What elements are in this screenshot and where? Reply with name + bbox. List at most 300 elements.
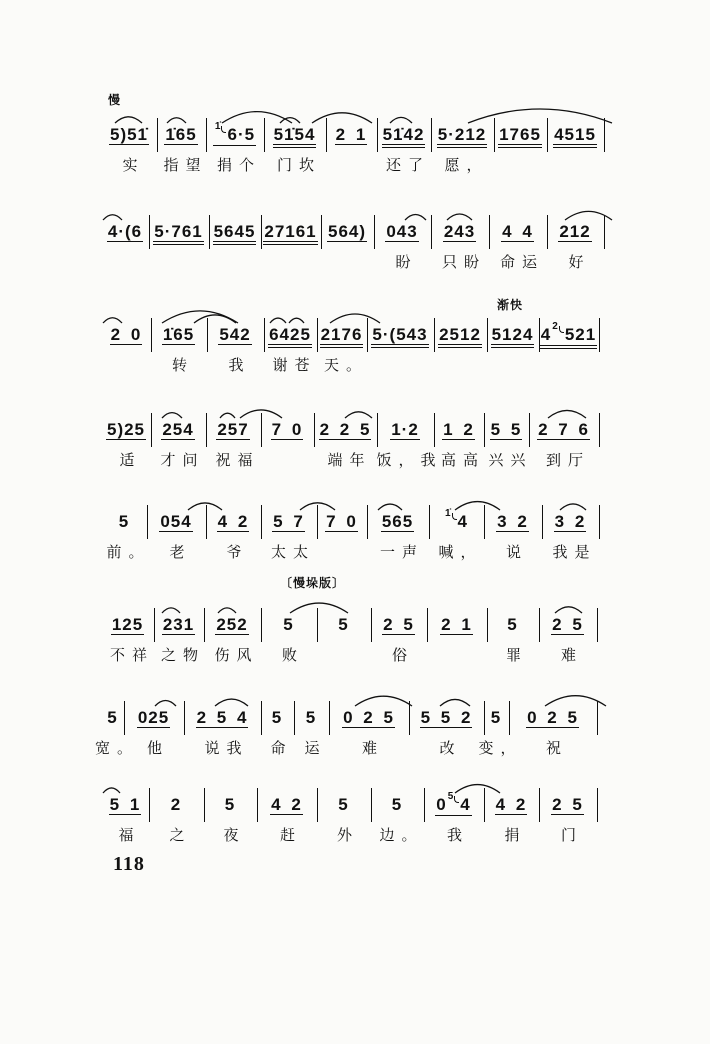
note-group [526,709,579,728]
measure-notes-lead: 4 [540,325,552,344]
measure [432,215,490,271]
measure-notes: 5 [391,795,403,814]
lyric-text: 还了 [385,156,430,174]
measure [485,788,540,844]
measure-notes: 2512 [439,325,481,344]
measure [262,215,322,249]
measure-notes-row [142,513,210,532]
note-group [335,126,368,145]
measure [543,505,600,561]
measure [155,608,205,664]
measure-notes: 5)51̇ [109,125,149,144]
lyric-text: 赶 [279,826,302,844]
note-group [390,421,420,440]
measure-notes: 4 2 [495,795,527,814]
measure [375,215,432,271]
lyric-text: 伤风 [214,646,259,664]
measure [262,608,318,664]
note-group [337,616,349,634]
note-group [506,616,518,634]
measure [125,701,185,757]
measure [410,701,485,757]
lyric-text: 只盼 [441,253,486,271]
measure-notes: 4 [457,512,469,531]
lyric-text: 适 [119,451,142,469]
measure [378,118,432,174]
lyric-text: 愿， [444,156,489,174]
measure-notes: 51̇54 [273,125,316,144]
music-system [0,608,710,672]
measure-notes-row [542,126,608,148]
lyric-text: 之物 [160,646,205,664]
measure-notes: 5124 [491,325,534,344]
lyric-text: 我是 [552,543,597,561]
measure [150,788,205,844]
note-group [391,796,403,814]
note-group [271,421,304,440]
measure-notes-row [179,709,265,728]
note-group [271,709,283,727]
lyric-text: 改 [439,739,462,757]
measure [322,215,375,249]
note-group [320,326,364,348]
measure-notes-row [504,709,601,728]
measure [207,118,265,174]
music-system [0,788,710,852]
lyric-text: 边。 [379,826,424,844]
note-group [540,321,597,349]
measure [318,318,368,374]
note-group [213,223,257,245]
measure-notes: 5 [283,615,294,634]
measure [530,413,600,469]
note-group [381,513,414,532]
note-group [213,121,256,146]
measure-notes: 5·761 [154,222,203,241]
measure [435,413,485,469]
measure-notes: 043 [386,222,418,241]
measure-notes-row [534,616,601,635]
lyric-text: 祝福 [215,451,260,469]
lyric-text: 兴兴 [488,451,533,469]
measure-notes: 5 [507,615,518,634]
page-number: 118 [113,853,145,875]
measure-notes: 4 4 [502,222,533,241]
measure [208,318,265,374]
measure-notes: 243 [443,222,476,241]
lyric-text: 到厅 [545,451,590,469]
measure-notes-row [426,126,498,148]
lyric-text: 俗 [391,646,414,664]
measure [488,318,540,352]
measure [258,788,318,844]
measure-notes: 5 7 [273,512,304,531]
lyric-text: 运 [304,739,327,757]
lyric-text: 指望 [163,156,208,174]
measure-notes: 1765 [499,125,541,144]
measure-notes-row [542,223,608,242]
note-group [137,709,170,728]
measure-notes: 5 1 [109,795,141,814]
lyric-text: 变， [478,739,523,757]
measure-notes-row [479,513,546,532]
note-group [327,223,367,242]
measure-notes: 7 0 [326,512,357,531]
measure [495,118,548,152]
lyric-text: 命 [270,739,293,757]
measure-notes: 0 2 5 [343,708,394,727]
measure-notes: 51̇42 [382,125,425,144]
measure [372,608,428,664]
measure [428,608,488,642]
note-group [118,513,130,531]
measure-notes: 5·(543 [372,325,428,344]
measure-notes-row [419,791,488,816]
note-group [268,326,312,348]
tempo-mark-slow: 慢 [108,93,121,107]
note-group [371,326,428,348]
grace-note: 1̇ [215,122,227,133]
measure-notes: 2 1 [441,615,472,634]
measure-notes: 6·5 [227,125,256,144]
lyric-text: 罪 [505,646,528,664]
lyric-text: 不祥 [109,646,154,664]
note-group [440,616,473,635]
measure-notes: 2 5 4 [196,708,248,727]
measure [150,215,210,249]
measure-notes: 1·2 [391,420,419,439]
measure-notes: 252 [216,615,248,634]
note-group [551,796,584,815]
measure-notes: 5 [338,615,349,634]
lyric-text: 命运 [499,253,544,271]
measure-notes-row [259,126,330,148]
measure-notes: 5 [338,795,349,814]
measure-notes: 27161 [264,222,317,241]
measure [103,413,152,469]
lyric-text: 我 [446,826,469,844]
measure [376,413,443,469]
measure-notes: 257 [217,420,249,439]
measure-notes-row [309,421,381,440]
lyric-text: 饭，我 [376,451,443,469]
note-group [164,126,197,145]
measure-notes-row [422,616,491,635]
measure [207,413,262,469]
lyric-text: 一声 [379,543,424,561]
measure-notes: 1̇65 [162,325,195,344]
measure-notes: 5 [305,708,317,727]
lyric-text: 实 [122,156,145,174]
measure-notes: 2 0 [110,325,142,344]
measure [152,318,208,374]
measure-notes: 2 1 [335,125,367,144]
measure [103,608,155,664]
note-group [215,616,248,635]
measure-notes: 1̇65 [165,125,197,144]
lyric-text: 说 [505,543,528,561]
grace-note: 1̇ [445,509,457,520]
measure-notes-row [426,223,493,242]
lyric-text: 我 [228,356,251,374]
note-group [382,126,426,148]
measure-notes: 2 2 5 [319,420,371,439]
note-group [435,791,472,816]
note-group [490,421,523,440]
measure-notes-row [144,223,213,245]
measure [205,788,258,844]
measure [548,215,605,271]
note-group [217,513,250,532]
note-group [498,126,542,148]
measure-notes: 4515 [554,125,596,144]
measure-notes: 0 2 5 [527,708,578,727]
measure-notes: 4·(6 [107,222,143,241]
measure-notes-row [534,321,603,349]
measure-notes: 4 [460,795,471,814]
note-group [161,421,194,440]
measure [368,318,435,352]
measure-notes-row [537,513,603,532]
note-group [263,223,317,245]
music-system [0,318,710,382]
measure-notes: 7 0 [271,420,303,439]
measure-notes: 2 5 [552,795,583,814]
note-group [501,223,534,242]
measure [318,788,372,844]
note-group [437,126,487,148]
note-group [218,326,251,345]
note-group [342,709,395,728]
measure-notes-row [404,709,488,728]
measure-notes: 5 [118,512,130,531]
note-group [162,616,195,635]
note-group [442,421,475,440]
measure [327,118,378,152]
grace-note: 2 [552,322,564,333]
lyric-text: 盼 [395,253,418,271]
lyric-text: 败 [281,646,304,664]
note-group [443,223,476,242]
note-group [319,421,372,440]
music-system [0,215,710,279]
note-group [224,796,236,814]
measure [103,215,150,249]
note-group [109,126,149,145]
lyric-text: 他 [146,739,169,757]
measure [315,413,378,469]
measure-notes-lead: 0 [436,795,447,814]
lyric-text: 捐个 [216,156,261,174]
lyric-text: 高高 [440,451,485,469]
note-group [196,709,249,728]
note-group [216,421,249,440]
lyric-text: 难 [560,646,583,664]
note-group [106,421,146,440]
note-group [106,709,118,727]
note-group [420,709,473,728]
measure [265,318,318,374]
measure-notes: 212 [559,222,591,241]
measure-notes: 5 [224,795,236,814]
measure-notes-row [484,223,551,242]
measure-notes: 5 5 2 [420,708,472,727]
measure-notes: 2176 [320,325,363,344]
lyric-text: 门坎 [276,156,321,174]
measure [435,318,488,352]
measure [210,215,262,249]
measure-notes: 564) [327,222,367,241]
measure [158,118,208,174]
note-group [382,616,415,635]
lyric-text: 福 [118,826,141,844]
measure-notes-row [252,796,321,815]
lyric-text: 爷 [226,543,249,561]
measure-notes: 565 [381,512,414,531]
measure-notes: 2 5 [383,615,414,634]
note-group [272,513,305,532]
music-system [0,118,710,182]
note-group [270,796,303,815]
lyric-text: 捐 [504,826,527,844]
measure [103,118,158,174]
note-group [490,709,502,727]
measure-notes: 4 2 [217,512,249,531]
measure-notes: 254 [162,420,194,439]
measure-notes: 3 2 [497,512,528,531]
measure [510,701,598,757]
lyric-text: 祝 [545,739,568,757]
lyric-text: 之 [169,826,192,844]
music-system [0,505,710,569]
measure [432,118,495,174]
measure [318,608,372,642]
lyric-text: 老 [169,543,192,561]
measure [485,505,543,561]
note-group [107,223,143,242]
tempo-mark-accelerando: 渐快 [497,298,524,312]
music-system [0,413,710,477]
note-group [109,796,142,815]
measure [548,118,605,152]
measure-notes-row [256,223,325,245]
note-group [551,616,584,635]
note-group [159,513,192,532]
lyric-text: 太太 [270,543,315,561]
measure [540,318,600,352]
note-group [325,513,358,532]
measure [262,505,318,561]
measure-notes: 5 [490,708,502,727]
measure [185,701,262,757]
measure [148,505,207,561]
measure [490,215,548,271]
lyric-text: 转 [171,356,194,374]
measure-notes-row [362,326,438,348]
measure-notes: 4 2 [271,795,302,814]
note-group [170,796,182,814]
measure-notes: 2 7 6 [538,420,589,439]
lyric-text: 前。 [106,543,151,561]
measure-notes: 125 [111,615,144,634]
measure-notes: 6425 [269,325,311,344]
note-group [273,126,317,148]
note-group [496,513,529,532]
lyric-text: 难 [361,739,384,757]
measure-notes: 2 5 [552,615,583,634]
measure [488,608,540,664]
note-group [438,326,482,348]
measure-notes: 3 2 [554,512,586,531]
measure-notes-row [362,513,433,532]
measure-notes-row [201,121,268,146]
note-group [337,796,349,814]
lyric-text: 夜 [223,826,246,844]
measure-notes: 5 [271,708,283,727]
measure-notes: 542 [219,325,251,344]
measure [430,505,485,561]
measure [372,788,425,844]
lyric-text: 天。 [323,356,368,374]
measure-notes: 1 2 [443,420,474,439]
measure-notes: 231 [162,615,195,634]
measure [368,505,430,561]
lyric-text: 谢苍 [272,356,317,374]
lyric-text: 喊， [438,543,483,561]
note-group [554,513,587,532]
measure-notes: 025 [137,708,170,727]
lyric-text: 端年 [327,451,372,469]
section-mark-tempo-change: 〔慢垛版〕 [280,576,346,590]
note-group [537,421,590,440]
note-group [305,709,317,727]
measure [425,788,485,844]
note-group [491,326,535,348]
measure-notes: 5645 [213,222,256,241]
note-group [282,616,294,634]
measure [103,788,150,844]
note-group [153,223,203,245]
note-group [110,326,143,345]
measure-notes-row [524,421,603,440]
measure [207,505,262,561]
note-group [111,616,144,635]
lyric-text: 门 [560,826,583,844]
measure [540,788,598,844]
note-group [443,508,469,532]
lyric-text: 外 [336,826,359,844]
measure [265,118,327,174]
measure [205,608,262,664]
grace-note: 5 [448,792,460,803]
measure [152,413,207,469]
note-group [162,326,195,345]
measure-notes: 5)25 [106,420,146,439]
lyric-text: 说我 [204,739,249,757]
note-group [558,223,591,242]
measure-notes-row [119,709,188,728]
measure-notes: 5 5 [490,420,522,439]
measure-notes: 521 [564,325,597,344]
lyric-text: 宽。 [94,739,139,757]
measure-notes: 054 [160,512,192,531]
measure [318,505,368,539]
note-group [385,223,418,242]
measure-notes: 5 [107,708,118,727]
measure [330,701,410,757]
measure [103,318,152,352]
measure [262,413,315,447]
